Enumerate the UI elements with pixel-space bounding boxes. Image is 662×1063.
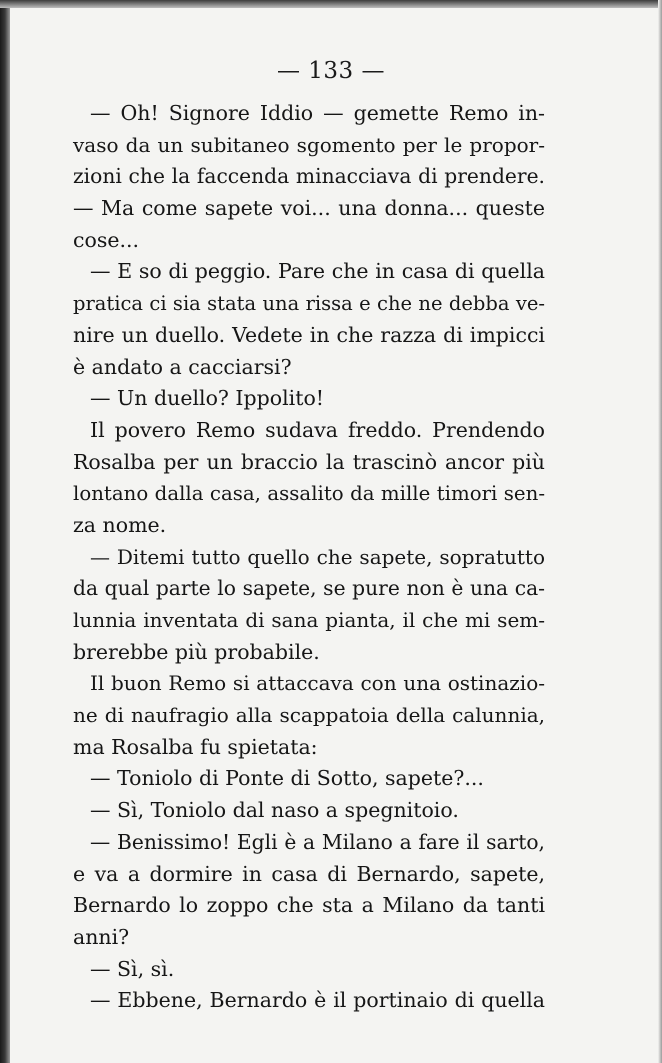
text-line: — Oh! Signore Iddio — gemette Remo in- bbox=[90, 101, 545, 125]
text-line: brerebbe più probabile. bbox=[73, 639, 320, 664]
text-line: — Ditemi tutto quello che sapete, sopratutto bbox=[90, 544, 545, 569]
text-line: lunnia inventata di sana pianta, il che mi sem- bbox=[73, 608, 545, 632]
text-line: — Un duello? Ippolito! bbox=[90, 386, 325, 411]
text-line: — Sì, sì. bbox=[90, 956, 175, 981]
text-line: vaso da un subitaneo sgomento per le propor- bbox=[73, 132, 545, 157]
text-line: Il buon Remo si attaccava con una ostinazio- bbox=[90, 671, 545, 696]
text-line: cose... bbox=[73, 227, 140, 252]
text-line: Rosalba per un braccio la trascinò ancor più bbox=[73, 449, 545, 474]
text-line: — Benissimo! Egli è a Milano a fare il sarto, bbox=[90, 829, 545, 854]
body-text bbox=[73, 98, 545, 1017]
text-line: da qual parte lo sapete, se pure non è una ca- bbox=[73, 576, 545, 601]
text-line: Bernardo lo zoppo che sta a Milano da tanti bbox=[73, 893, 545, 918]
page-binding-edge bbox=[0, 0, 10, 1063]
text-line: — E so di peggio. Pare che in casa di quella bbox=[90, 259, 545, 284]
page-right-edge bbox=[658, 0, 662, 1063]
text-line: Il povero Remo sudava freddo. Prendendo bbox=[90, 417, 545, 442]
text-line: nire un duello. Vedete in che razza di impicci bbox=[73, 322, 545, 347]
text-line: è andato a cacciarsi? bbox=[73, 354, 292, 379]
text-line: pratica ci sia stata una rissa e che ne debba ve- bbox=[73, 292, 545, 316]
text-line: anni? bbox=[73, 924, 130, 949]
text-line: ma Rosalba fu spietata: bbox=[73, 734, 318, 759]
text-line: lontano dalla casa, assalito da mille timori sen- bbox=[73, 482, 545, 506]
text-line: — Ebbene, Bernardo è il portinaio di quella bbox=[90, 988, 545, 1013]
text-line: za nome. bbox=[73, 512, 167, 537]
text-line: e va a dormire in casa di Bernardo, sapete, bbox=[73, 861, 545, 886]
page-top-edge bbox=[0, 0, 662, 8]
text-line: — Ma come sapete voi... una donna... queste bbox=[73, 196, 545, 221]
page-number: — 133 — bbox=[276, 58, 386, 84]
text-line: — Sì, Toniolo dal naso a spegnitoio. bbox=[90, 798, 459, 823]
text-line: zioni che la faccenda minacciava di prendere. bbox=[73, 164, 545, 189]
text-line: — Toniolo di Ponte di Sotto, sapete?... bbox=[90, 766, 484, 791]
text-line: ne di naufragio alla scappatoia della calunnia, bbox=[73, 703, 545, 728]
